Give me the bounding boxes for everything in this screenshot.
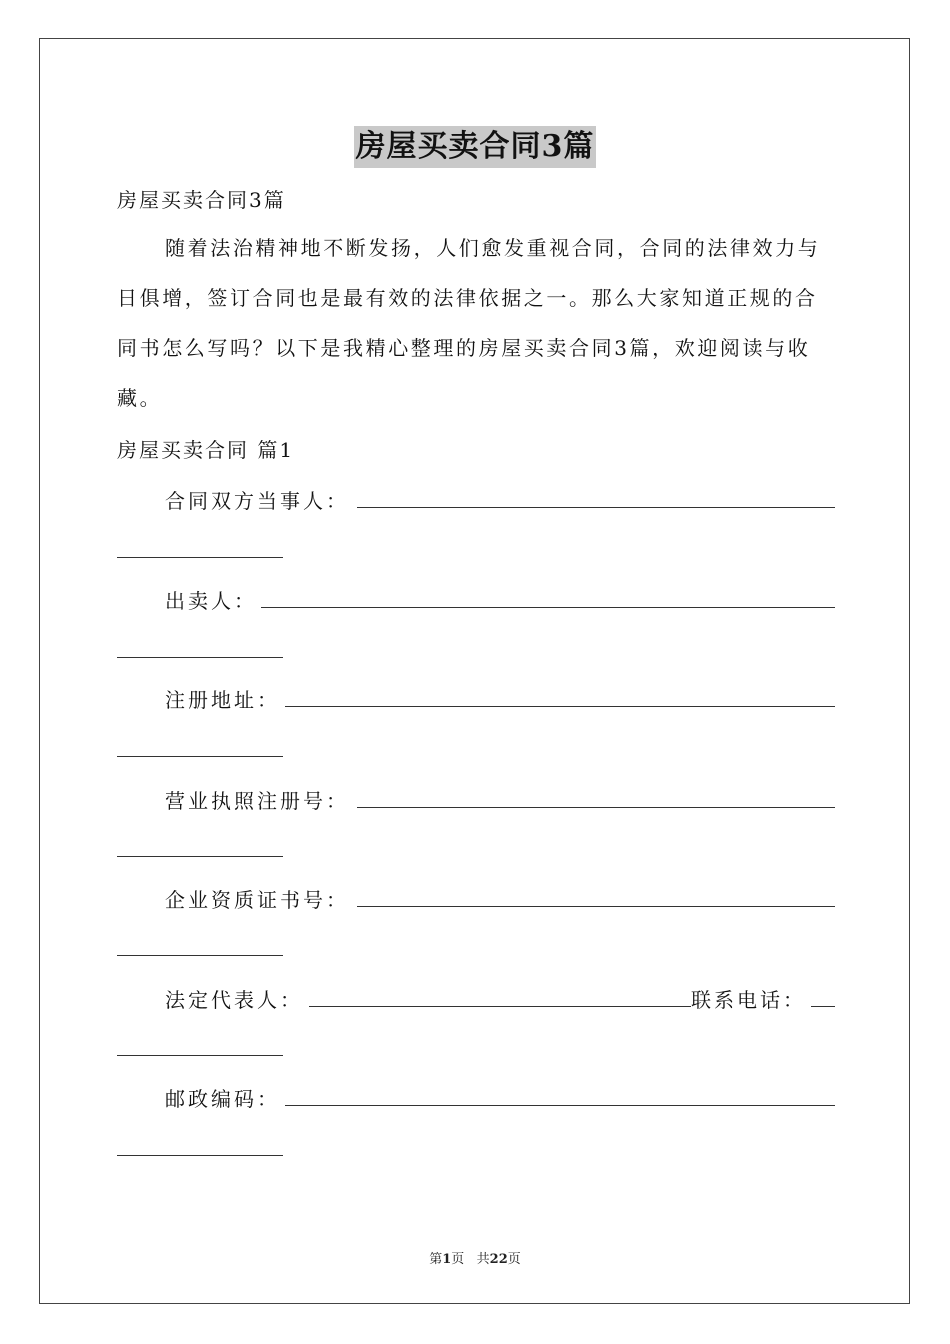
field-seller-line [261,607,835,608]
footer-prefix: 第 [429,1252,443,1267]
field-postcode [117,1083,835,1113]
continuation-line [117,756,283,757]
continuation-line [117,557,283,558]
field-parties-line [357,507,835,508]
footer-total-pages: 22 [489,1252,508,1267]
field-postcode-line [285,1105,835,1106]
subtitle: 房屋买卖合同3篇 [117,188,286,212]
footer-mid: 页 共 [451,1252,490,1267]
field-parties [117,485,835,515]
continuation-line [117,1055,283,1056]
field-address [117,684,835,714]
field-phone-label: 联系电话： [691,984,806,1013]
field-legal-rep-line [309,1006,691,1007]
title-wrap [0,126,950,168]
field-qualification [117,884,835,914]
footer-suffix: 页 [507,1252,521,1267]
intro-paragraph: 随着法治精神地不断发扬，人们愈发重视合同，合同的法律效力与日俱增，签订合同也是最有效的法律依据之一。那么大家知道正规的合同书怎么写吗？以下是我精心整理的房屋买卖合同3篇，欢迎阅读与收藏。 [117,236,821,410]
field-address-label: 注册地址： [165,684,280,713]
document-title: 房屋买卖合同3篇 [354,126,597,168]
field-license-label: 营业执照注册号： [165,785,349,814]
field-phone-line [811,1006,835,1007]
footer-page-number: 1 [442,1252,452,1267]
continuation-line [117,1155,283,1156]
continuation-line [117,657,283,658]
field-license [117,785,835,815]
field-address-line [285,706,835,707]
field-parties-label: 合同双方当事人： [165,485,349,514]
continuation-line [117,955,283,956]
page-footer [0,1248,950,1267]
field-legal-rep-label: 法定代表人： [165,984,303,1013]
field-qualification-line [357,906,835,907]
field-seller [117,585,835,615]
field-seller-label: 出卖人： [165,585,257,614]
field-license-line [357,807,835,808]
continuation-line [117,856,283,857]
field-postcode-label: 邮政编码： [165,1083,280,1112]
field-legal-rep [117,984,835,1014]
section-heading: 房屋买卖合同 篇1 [117,438,295,462]
field-qualification-label: 企业资质证书号： [165,884,349,913]
